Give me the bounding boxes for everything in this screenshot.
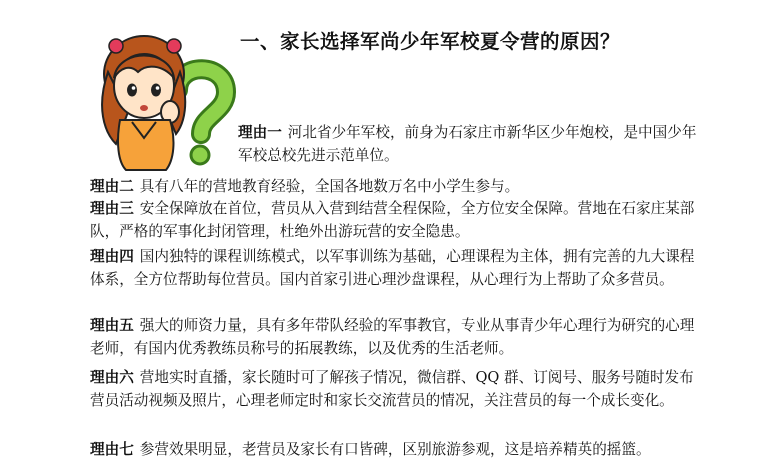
reason-text: 河北省少年军校，前身为石家庄市新华区少年炮校，是中国少年军校总校先进示范单位。 bbox=[238, 124, 697, 164]
thinking-girl-question-mark-illustration bbox=[86, 12, 246, 172]
reason-label: 理由二 bbox=[90, 178, 134, 195]
reason-text: 安全保障放在首位，营员从入营到结营全程保险，全方位安全保障。营地在石家庄某部队，严格的军事化封闭管理，杜绝外出游玩营的安全隐患。 bbox=[90, 200, 695, 240]
reason-paragraph-4 bbox=[90, 245, 695, 291]
reason-paragraph-6 bbox=[90, 366, 695, 412]
reason-label: 理由六 bbox=[90, 369, 134, 386]
reason-label: 理由四 bbox=[90, 248, 134, 265]
reason-paragraph-5 bbox=[90, 314, 695, 360]
reason-label: 理由五 bbox=[90, 317, 134, 334]
reason-text: 具有八年的营地教育经验，全国各地数万名中小学生参与。 bbox=[139, 178, 520, 195]
reason-label: 理由三 bbox=[90, 200, 134, 217]
reason-label: 理由一 bbox=[238, 124, 282, 141]
reason-text: 强大的师资力量，具有多年带队经验的军事教官，专业从事青少年心理行为研究的心理老师，有国内优秀教练员称号的拓展教练，以及优秀的生活老师。 bbox=[90, 317, 695, 357]
reason-paragraph-2 bbox=[90, 175, 700, 198]
reason-paragraph-7 bbox=[90, 438, 730, 461]
reason-text: 参营效果明显，老营员及家长有口皆碑，区别旅游参观，这是培养精英的摇篮。 bbox=[139, 441, 651, 458]
reason-paragraph-3 bbox=[90, 197, 695, 243]
page-title: 一、家长选择军尚少年军校夏令营的原因？ bbox=[240, 30, 621, 53]
reason-label: 理由七 bbox=[90, 441, 134, 458]
reason-text: 营地实时直播，家长随时可了解孩子情况，微信群、QQ 群、订阅号、服务号随时发布营员活动视频及照片，心理老师定时和家长交流营员的情况，关注营员的每一个成长变化。 bbox=[90, 369, 694, 409]
reason-text: 国内独特的课程训练模式，以军事训练为基础，心理课程为主体，拥有完善的九大课程体系，全方位帮助每位营员。国内首家引进心理沙盘课程，从心理行为上帮助了众多营员。 bbox=[90, 248, 695, 288]
reason-paragraph-1 bbox=[238, 121, 708, 167]
